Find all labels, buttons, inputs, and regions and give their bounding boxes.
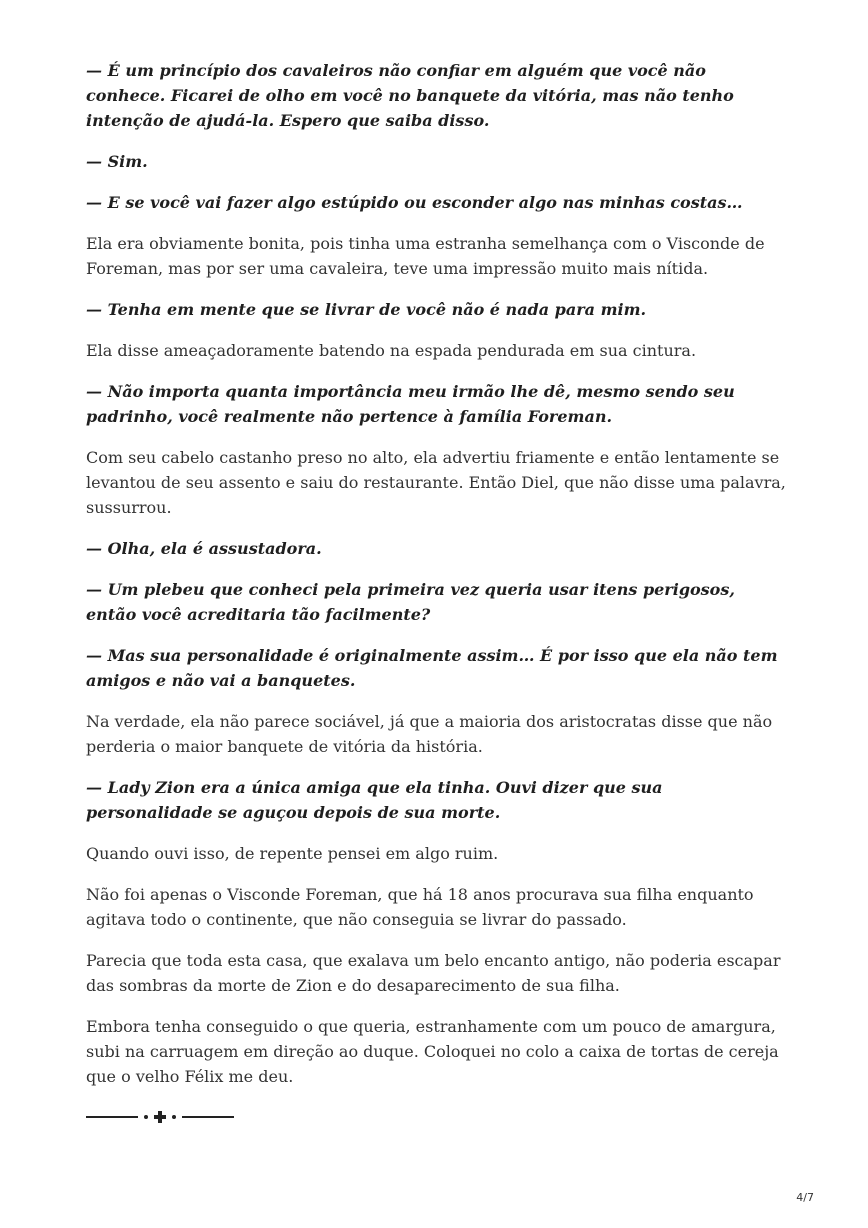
paragraph-narration: Na verdade, ela não parece sociável, já que a maioria dos aristocratas disse que não perderia o maior banquete de vitória da história. bbox=[86, 712, 773, 756]
document-body bbox=[86, 58, 786, 1127]
paragraph-dialogue: — Sim. bbox=[86, 152, 148, 171]
divider-line-right bbox=[182, 1116, 234, 1118]
paragraph-narration: Ela disse ameaçadoramente batendo na espada pendurada em sua cintura. bbox=[86, 341, 697, 360]
page-number: 4/7 bbox=[796, 1191, 814, 1204]
divider-line-left bbox=[86, 1116, 138, 1118]
divider-dot-right bbox=[172, 1115, 176, 1119]
section-divider bbox=[86, 1107, 242, 1127]
paragraph-narration: Ela era obviamente bonita, pois tinha uma estranha semelhança com o Visconde de Foreman, mas por ser uma cavaleira, teve uma impressão muito mais nítida. bbox=[86, 234, 765, 278]
paragraph-dialogue: — Um plebeu que conheci pela primeira vez queria usar itens perigosos, então você acreditaria tão facilmente? bbox=[86, 580, 735, 624]
paragraph-dialogue: — Mas sua personalidade é originalmente assim… É por isso que ela não tem amigos e não vai a banquetes. bbox=[86, 646, 778, 690]
paragraph-dialogue: — E se você vai fazer algo estúpido ou esconder algo nas minhas costas… bbox=[86, 193, 743, 212]
paragraph-dialogue: — Tenha em mente que se livrar de você não é nada para mim. bbox=[86, 300, 647, 319]
paragraph-dialogue: — Lady Zion era a única amiga que ela tinha. Ouvi dizer que sua personalidade se aguçou depois de sua morte. bbox=[86, 778, 663, 822]
cross-ornament-icon bbox=[154, 1111, 166, 1123]
paragraph-narration: Não foi apenas o Visconde Foreman, que há 18 anos procurava sua filha enquanto agitava todo o continente, que não conseguia se livrar do passado. bbox=[86, 885, 754, 929]
paragraph-narration: Quando ouvi isso, de repente pensei em algo ruim. bbox=[86, 844, 499, 863]
paragraph-narration: Com seu cabelo castanho preso no alto, ela advertiu friamente e então lentamente se levantou de seu assento e saiu do restaurante. Então Diel, que não disse uma palavra, sussurrou. bbox=[86, 448, 786, 517]
paragraph-dialogue: — Olha, ela é assustadora. bbox=[86, 539, 322, 558]
paragraph-dialogue: — Não importa quanta importância meu irmão lhe dê, mesmo sendo seu padrinho, você realmente não pertence à família Foreman. bbox=[86, 382, 735, 426]
paragraph-dialogue: — É um princípio dos cavaleiros não confiar em alguém que você não conhece. Ficarei de olho em você no banquete da vitória, mas não tenho intenção de ajudá-la. Espero que saiba disso. bbox=[86, 61, 734, 130]
paragraph-narration: Parecia que toda esta casa, que exalava um belo encanto antigo, não poderia escapar das sombras da morte de Zion e do desaparecimento de sua filha. bbox=[86, 951, 781, 995]
paragraph-narration: Embora tenha conseguido o que queria, estranhamente com um pouco de amargura, subi na carruagem em direção ao duque. Coloquei no colo a caixa de tortas de cereja que o velho Félix me deu. bbox=[86, 1017, 779, 1086]
divider-dot-left bbox=[144, 1115, 148, 1119]
